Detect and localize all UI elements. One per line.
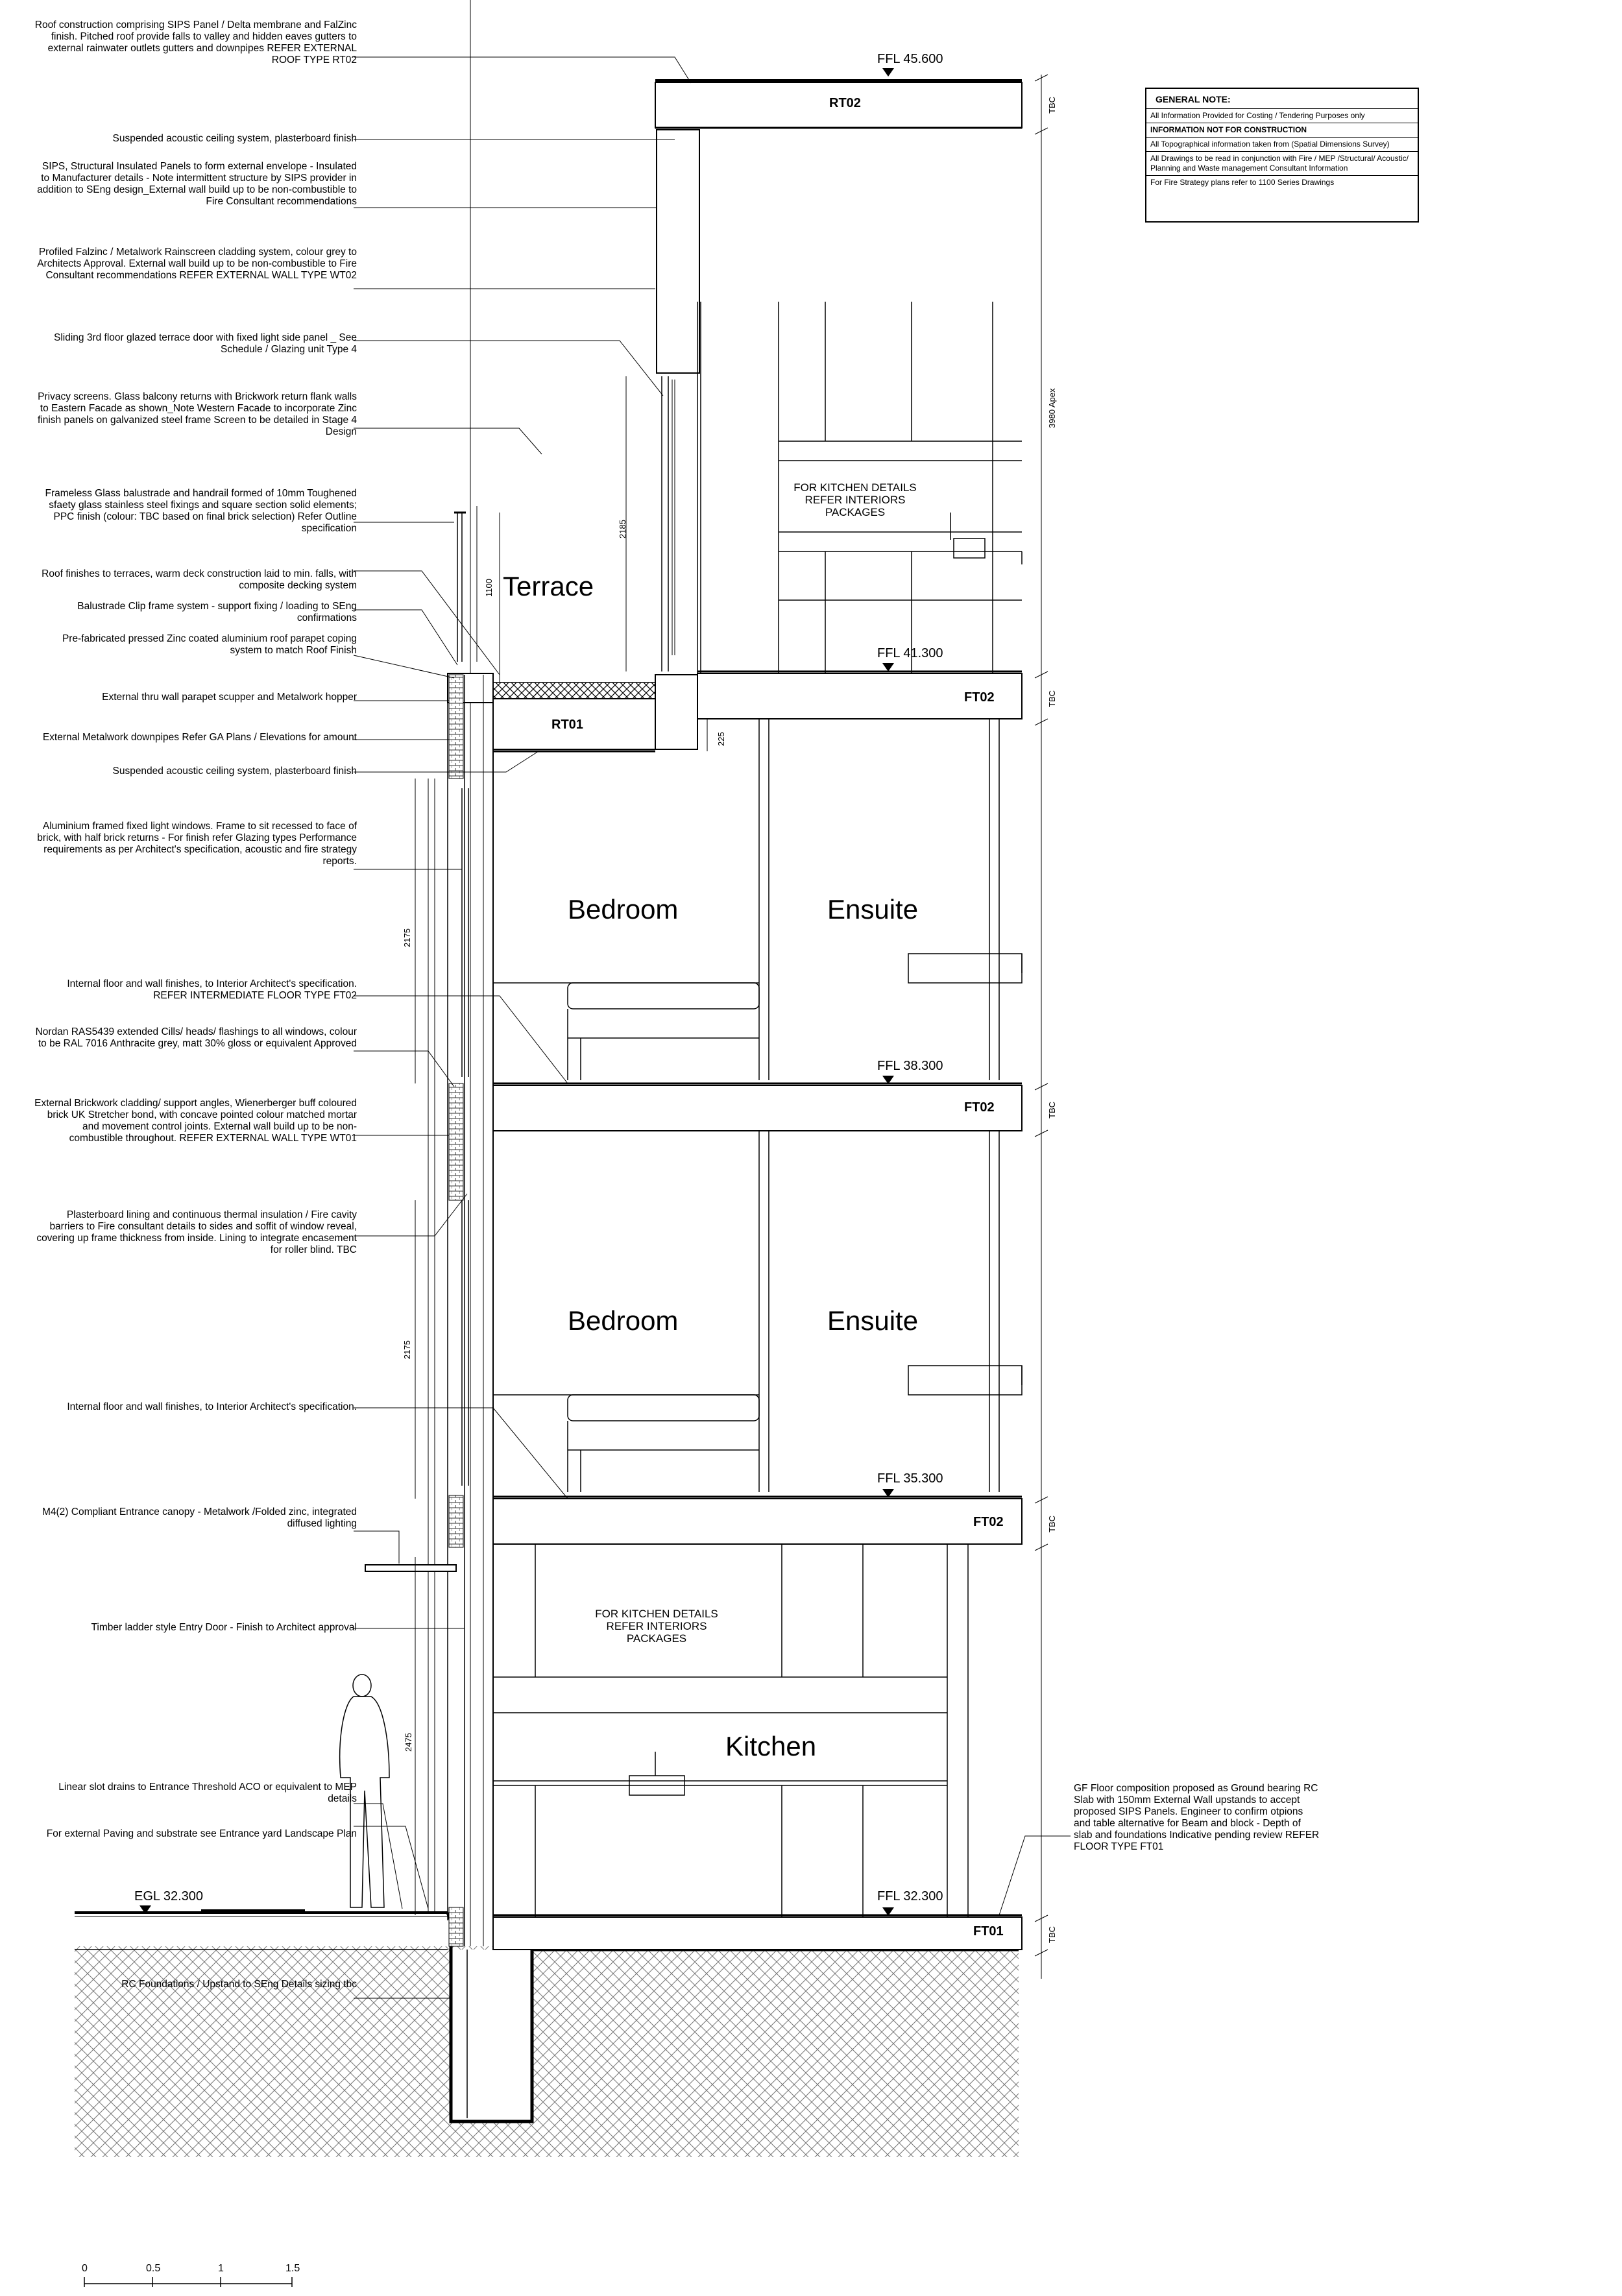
- room-kitchen: Kitchen: [725, 1731, 817, 1761]
- ground-floor-note: GF Floor composition proposed as Ground bearing RC Slab with 150mm External Wall upstands to accept proposed SIPS Panels. Engineer to confirm otpions and table alternative for Beam and block - Depth of slab and foundations Indicative pending review REFER FLOOR TYPE FT01: [1074, 1783, 1320, 1852]
- tbc-label: TBC: [1047, 1516, 1057, 1532]
- scale-label: 0.5: [146, 2263, 161, 2274]
- tbc-label: TBC: [1047, 1102, 1057, 1118]
- kitchen-note: FOR KITCHEN DETAILS REFER INTERIORS PACKAGES: [595, 1608, 718, 1645]
- brick-wall: [428, 675, 493, 1946]
- dimension-right: [1035, 75, 1048, 1979]
- annotation: SIPS, Structural Insulated Panels to form external envelope - Insulated to Manufacturer details - Note intermittent structure by SIPS provider in addition to SEng design_External wall build up to be non-combustible to Fire Consultant recommendations: [37, 161, 357, 207]
- terrace-door: [662, 376, 675, 671]
- roof-type-tag: RT02: [829, 96, 861, 110]
- annotation: Roof construction comprising SIPS Panel / Delta membrane and FalZinc finish. Pitched roof provide falls to valley and hidden eaves gutters to external rainwater outlets gutters and downpipes REFER EXTERNAL ROOF TYPE RT02: [34, 19, 357, 66]
- annotation: Nordan RAS5439 extended Cills/ heads/ flashings to all windows, colour to be RAL 7016 Anthracite grey, matt 30% gloss or equivalent Approved: [35, 1026, 357, 1049]
- annotation: Roof finishes to terraces, warm deck construction laid to min. falls, with composite decking system: [42, 568, 357, 591]
- annotation: Timber ladder style Entry Door - Finish to Architect approval: [91, 1622, 357, 1633]
- annotation: External Brickwork cladding/ support angles, Wienerberger buff coloured brick UK Stretcher bond, with concave pointed colour matched mortar and movement control joints. External wall build up to be non-combustible throughout. REFER EXTERNAL WALL TYPE WT01: [34, 1098, 357, 1144]
- ground-floor-slab: [493, 1915, 1022, 1950]
- annotation: Frameless Glass balustrade and handrail formed of 10mm Toughened sfaety glass stainless steel fixings and square section solid elements; PPC finish (colour: TBC based on final brick selection) Refer Outline specification: [45, 488, 357, 534]
- dimension-apex: 3980 Apex: [1047, 388, 1057, 428]
- scale-label: 0: [82, 2263, 88, 2274]
- level-third: FFL 41.300: [877, 646, 943, 660]
- dimension-window: 2175: [402, 1340, 412, 1359]
- annotation: M4(2) Compliant Entrance canopy - Metalwork /Folded zinc, integrated diffused lighting: [42, 1506, 357, 1529]
- general-note-item: All Information Provided for Costing / Tendering Purposes only: [1146, 109, 1418, 123]
- annotation: Pre-fabricated pressed Zinc coated aluminium roof parapet coping system to match Roof Finish: [62, 633, 357, 656]
- floor-type-tag: FT01: [973, 1924, 1004, 1939]
- room-bedroom: Bedroom: [568, 1305, 679, 1336]
- annotation: Internal floor and wall finishes, to Interior Architect's specification. REFER INTERMEDIATE FLOOR TYPE FT02: [67, 978, 357, 1001]
- general-note-item: INFORMATION NOT FOR CONSTRUCTION: [1146, 123, 1418, 138]
- general-note-item: For Fire Strategy plans refer to 1100 Series Drawings: [1150, 178, 1335, 187]
- annotation: External Metalwork downpipes Refer GA Plans / Elevations for amount: [42, 732, 357, 743]
- annotation: Plasterboard lining and continuous thermal insulation / Fire cavity barriers to Fire consultant details to sides and soffit of window reveal, covering up frame thickness from inside. Lining to integrate encasement for roller blind. TBC: [36, 1209, 357, 1255]
- floor-type-tag: FT02: [973, 1515, 1004, 1529]
- kitchen-note: FOR KITCHEN DETAILS REFER INTERIORS PACKAGES: [793, 481, 917, 518]
- room-terrace: Terrace: [503, 571, 594, 601]
- tbc-label: TBC: [1047, 690, 1057, 707]
- annotation: Suspended acoustic ceiling system, plasterboard finish: [112, 766, 357, 777]
- dimension-balustrade: 1100: [484, 579, 494, 597]
- level-ground: FFL 32.300: [877, 1889, 943, 1903]
- leader-lines: [354, 57, 1071, 1998]
- level-roof: FFL 45.600: [877, 52, 943, 66]
- annotation: RC Foundations / Upstand to SEng Details sizing tbc: [121, 1979, 357, 1990]
- room-ensuite: Ensuite: [827, 894, 919, 924]
- annotation: External thru wall parapet scupper and Metalwork hopper: [102, 692, 357, 703]
- level-external: EGL 32.300: [134, 1889, 204, 1903]
- third-floor-slab: [448, 671, 1022, 751]
- dimension-window: 2175: [402, 928, 412, 947]
- first-floor-slab: [493, 1497, 1022, 1544]
- annotation: Privacy screens. Glass balcony returns with Brickwork return flank walls to Eastern Facade as shown_Note Western Facade to incorporate Zinc finish panels on galvanized steel frame Screen to be detailed in Stage 4 Design: [37, 391, 357, 437]
- second-floor-slab: [493, 1083, 1022, 1131]
- annotation: Profiled Falzinc / Metalwork Rainscreen cladding system, colour grey to Architects Approval. External wall build up to be non-combustible to Fire Consultant recommendations REFER EXTERNAL WALL TYPE WT02: [37, 247, 357, 281]
- level-second: FFL 38.300: [877, 1059, 943, 1073]
- scale-label: 1.5: [285, 2263, 300, 2274]
- room-bedroom: Bedroom: [568, 894, 679, 924]
- dimension-entrance-door: 2475: [404, 1733, 413, 1752]
- dimension-door-height: 2185: [618, 520, 627, 538]
- annotation: Balustrade Clip frame system - support fixing / loading to SEng confirmations: [77, 601, 357, 623]
- annotation: Internal floor and wall finishes, to Interior Architect's specification.: [67, 1401, 357, 1412]
- scale-bar: [84, 2277, 292, 2287]
- general-note-box: [1145, 88, 1419, 223]
- annotation: For external Paving and substrate see Entrance yard Landscape Plan: [46, 1828, 357, 1839]
- room-ensuite: Ensuite: [827, 1305, 919, 1336]
- annotation: Suspended acoustic ceiling system, plasterboard finish: [112, 133, 357, 144]
- roof-rt02: [655, 80, 1022, 373]
- level-first: FFL 35.300: [877, 1471, 943, 1486]
- terrace-roof-tag: RT01: [551, 718, 583, 732]
- general-note-item: All Drawings to be read in conjunction with Fire / MEP /Structural/ Acoustic/ Planning and Waste management Consultant Information: [1146, 152, 1418, 176]
- entrance-canopy: [365, 1565, 456, 1571]
- tbc-label: TBC: [1047, 1926, 1057, 1943]
- general-note-item: All Topographical information taken from (Spatial Dimensions Survey): [1146, 138, 1418, 152]
- annotation: Aluminium framed fixed light windows. Frame to sit recessed to face of brick, with half brick returns - For finish refer Glazing types Performance requirements as per Architect's specification, acoustic and fire strategy reports.: [37, 821, 357, 867]
- floor-type-tag: FT02: [964, 690, 995, 705]
- tbc-label: TBC: [1047, 97, 1057, 114]
- annotation: Linear slot drains to Entrance Threshold ACO or equivalent to MEP details: [58, 1782, 357, 1804]
- floor-type-tag: FT02: [964, 1100, 995, 1115]
- general-note-title: GENERAL NOTE:: [1146, 89, 1418, 109]
- annotation: Sliding 3rd floor glazed terrace door with fixed light side panel _ See Schedule / Glazing unit Type 4: [54, 332, 357, 355]
- scale-label: 1: [218, 2263, 224, 2274]
- dimension-parapet: 225: [716, 732, 726, 746]
- balustrade: [454, 506, 477, 662]
